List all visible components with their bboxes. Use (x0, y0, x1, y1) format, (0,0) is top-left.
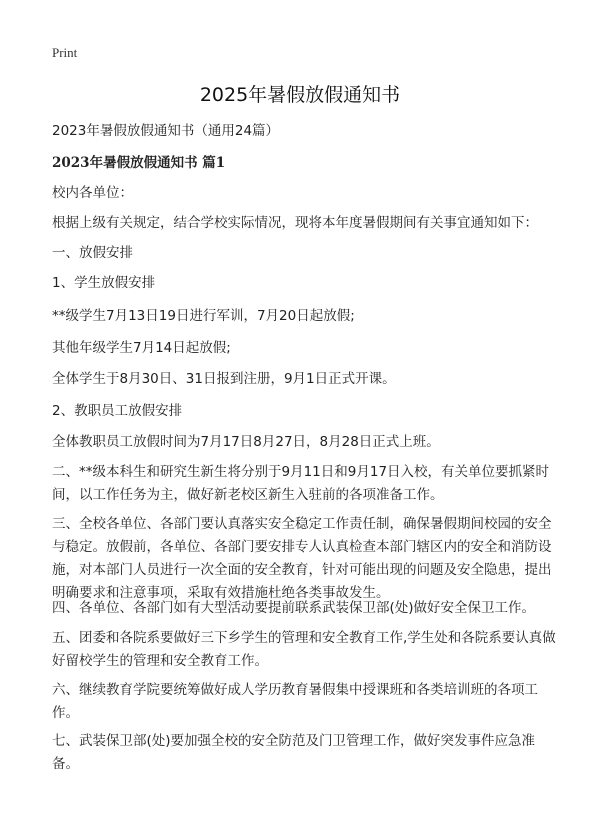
paragraph: 全体教职员工放假时间为7月17日8月27日，8月28日正式上班。 (52, 434, 440, 450)
paragraph: 五、团委和各院系要做好三下乡学生的管理和安全教育工作,学生处和各院系要认真做好留校学生的管理和安全教育工作。 (52, 630, 556, 669)
paragraph: 全体学生于8月30日、31日报到注册，9月1日正式开课。 (52, 371, 396, 387)
paragraph: **级学生7月13日19日进行军训，7月20日起放假; (52, 308, 355, 324)
paragraph: 六、继续教育学院要统筹做好成人学历教育暑假集中授课班和各类培训班的各项工作。 (52, 682, 538, 721)
paragraph: 三、全校各单位、各部门要认真落实安全稳定工作责任制，确保暑假期间校园的安全与稳定。放假前，各单位、各部门要安排专人认真检查本部门辖区内的安全和消防设施，对本部门人员进行一次全面的安全教育，针对可能出现的问题及安全隐患，提出明确要求和注意事项，采取有效措施杜绝各类事故发生。 (52, 516, 552, 601)
paragraph: 2、教职员工放假安排 (52, 403, 183, 419)
paragraph: 根据上级有关规定，结合学校实际情况，现将本年度暑假期间有关事宜通知如下： (52, 215, 538, 231)
paragraph: 四、各单位、各部门如有大型活动要提前联系武装保卫部(处)做好安全保卫工作。 (52, 600, 536, 616)
paragraph: 1、学生放假安排 (52, 275, 156, 291)
document-subtitle: 2023年暑假放假通知书（通用24篇） (52, 123, 280, 139)
paragraph: 七、武装保卫部(处)要加强全校的安全防范及门卫管理工作，做好突发事件应急准备。 (52, 733, 536, 772)
paragraph: 一、放假安排 (52, 245, 133, 261)
paragraph: 二、**级本科生和研究生新生将分别于9月11日和9月17日入校，有关单位要抓紧时间，以工作任务为主，做好新老校区新生入驻前的各项准备工作。 (52, 464, 550, 503)
document-title: 2025年暑假放假通知书 (199, 84, 401, 106)
paragraph: 其他年级学生7月14日起放假; (52, 340, 231, 356)
section-heading: 2023年暑假放假通知书 篇1 (52, 155, 226, 171)
print-label[interactable]: Print (52, 45, 78, 60)
paragraph: 校内各单位： (52, 185, 133, 201)
